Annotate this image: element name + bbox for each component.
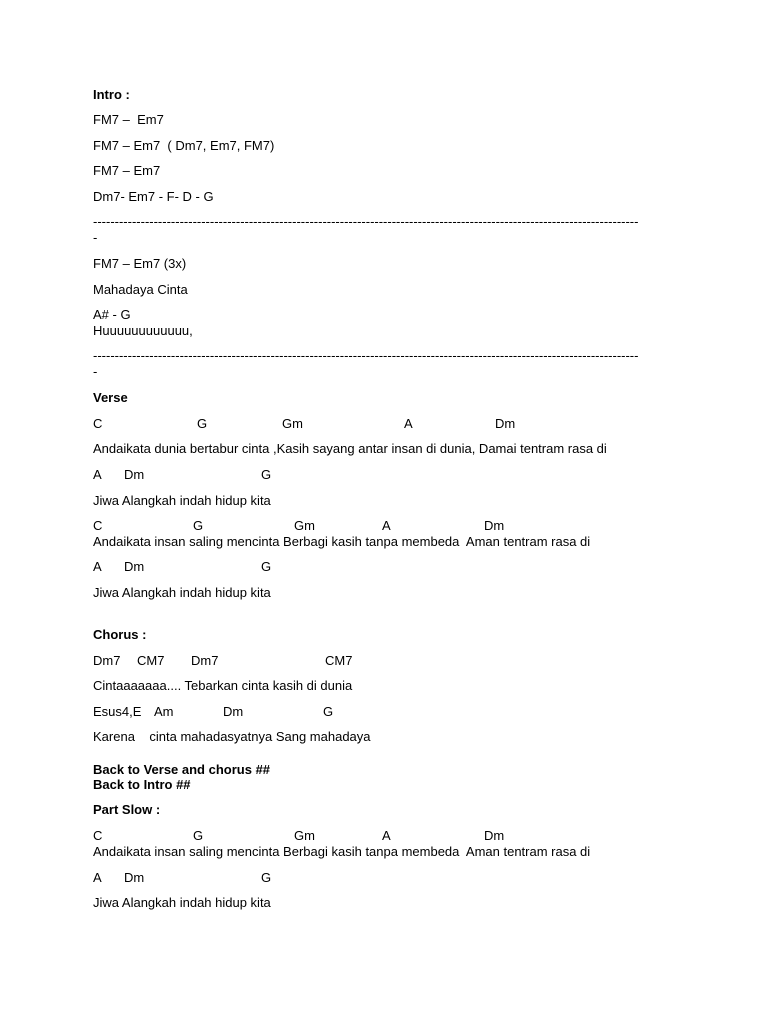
chord: G [261,467,272,482]
part-slow-heading: Part Slow : [93,802,161,817]
chord: C [93,828,103,843]
chord: C [93,416,103,431]
separator-line: ------------------------------------------------------------------------------------------------------------------------------ [93,348,639,363]
pre-line-3: A# - G [93,307,131,322]
chord: G [193,518,204,533]
chord: CM7 [325,653,353,668]
chord: Gm [282,416,303,431]
chord: Dm [495,416,516,431]
pre-line-1: FM7 – Em7 (3x) [93,256,187,271]
separator-tail: - [93,364,98,379]
intro-heading: Intro : [93,87,130,102]
chord: CM7 [137,653,165,668]
chord: Dm7 [191,653,219,668]
chord: Dm [223,704,244,719]
chord: C [93,518,103,533]
verse-heading: Verse [93,390,128,405]
chord: G [197,416,208,431]
lyric-line: Jiwa Alangkah indah hidup kita [93,493,271,508]
separator-line: ------------------------------------------------------------------------------------------------------------------------------ [93,214,639,229]
chord: Gm [294,828,315,843]
chorus-heading: Chorus : [93,627,147,642]
chord: G [261,559,272,574]
intro-line-3: FM7 – Em7 [93,163,161,178]
lyric-line: Karena cinta mahadasyatnya Sang mahadaya [93,729,371,744]
chord: A [93,467,102,482]
back-to-verse-note: Back to Verse and chorus ## [93,762,271,777]
separator-tail: - [93,230,98,245]
chord: Esus4,E [93,704,142,719]
pre-line-4: Huuuuuuuuuuuu, [93,323,193,338]
back-to-intro-note: Back to Intro ## [93,777,191,792]
chord: G [193,828,204,843]
lyric-line: Jiwa Alangkah indah hidup kita [93,895,271,910]
chord: A [382,518,391,533]
chord: A [93,870,102,885]
chord: G [261,870,272,885]
chord: A [93,559,102,574]
chord: Dm [124,467,145,482]
intro-line-2: FM7 – Em7 ( Dm7, Em7, FM7) [93,138,275,153]
chord: Gm [294,518,315,533]
chord: Dm [124,559,145,574]
chord: Dm [484,518,505,533]
chord: Dm7 [93,653,121,668]
chord: Dm [124,870,145,885]
lyric-line: Andaikata insan saling mencinta Berbagi kasih tanpa membeda Aman tentram rasa di [93,534,591,549]
lyric-line: Andaikata insan saling mencinta Berbagi kasih tanpa membeda Aman tentram rasa di [93,844,591,859]
intro-line-1: FM7 – Em7 [93,112,164,127]
pre-line-2: Mahadaya Cinta [93,282,188,297]
lyric-line: Jiwa Alangkah indah hidup kita [93,585,271,600]
chord: A [404,416,413,431]
chord: G [323,704,334,719]
lyric-line: Cintaaaaaaa.... Tebarkan cinta kasih di dunia [93,678,353,693]
chord: Dm [484,828,505,843]
intro-line-4: Dm7- Em7 - F- D - G [93,189,214,204]
chord: A [382,828,391,843]
chord: Am [154,704,174,719]
lyric-line: Andaikata dunia bertabur cinta ,Kasih sayang antar insan di dunia, Damai tentram rasa di [93,441,607,456]
